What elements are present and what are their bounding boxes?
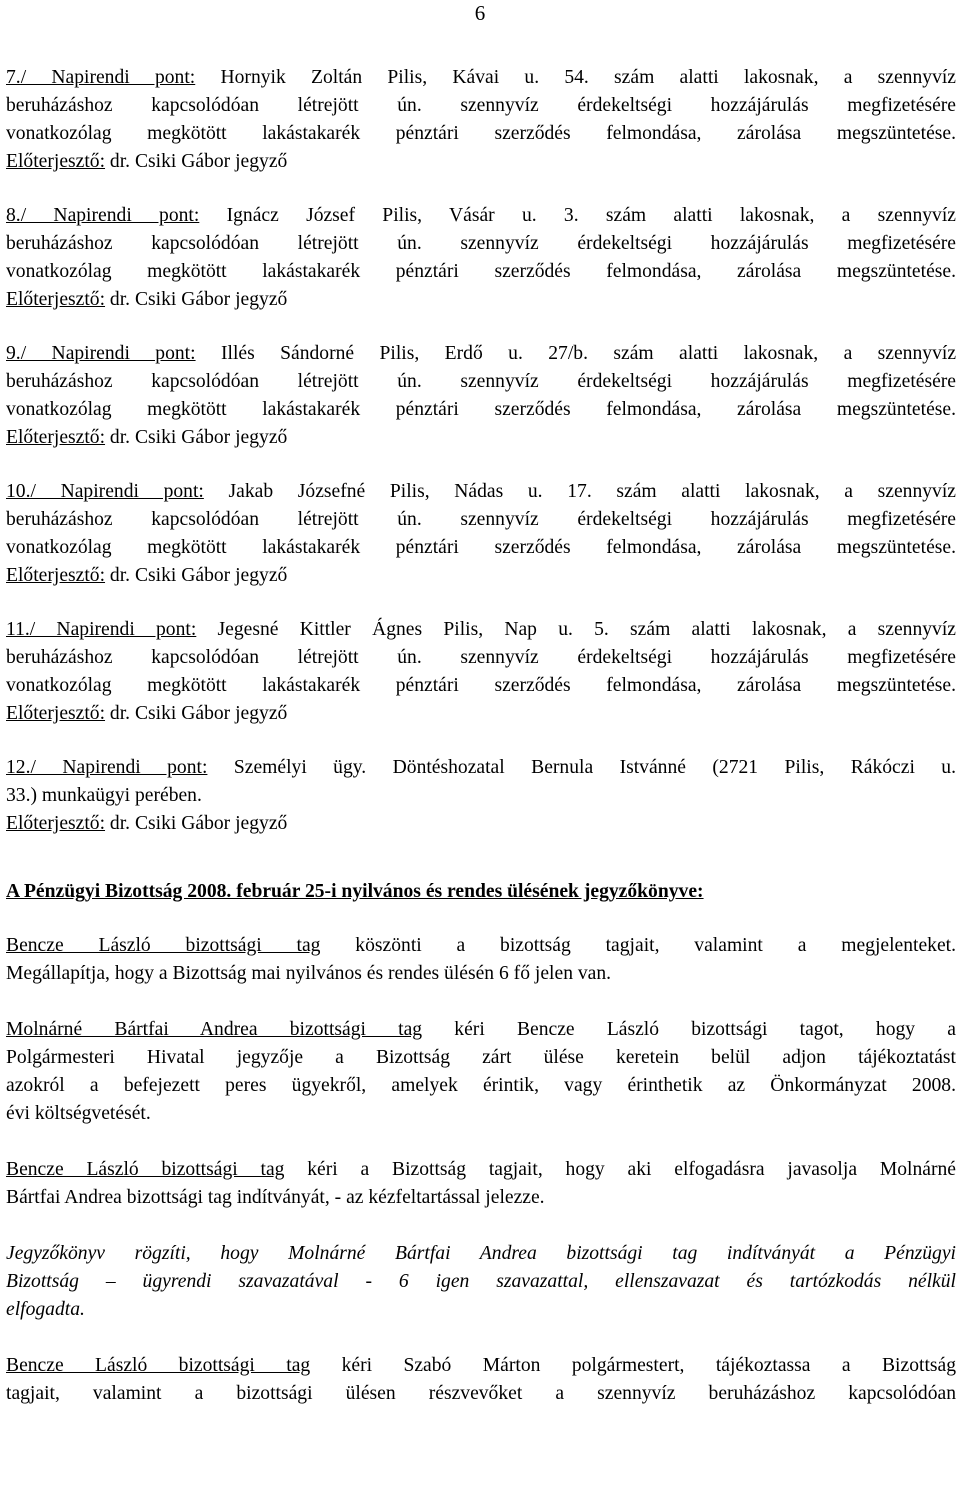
- paragraph-text: Bártfai Andrea bizottsági tag indítványát, - az kézfeltartással jelezze.: [6, 1187, 545, 1208]
- minutes-paragraph-1: [6, 932, 956, 988]
- agenda-label: 9./ Napirendi pont:: [6, 343, 196, 364]
- agenda-text: Személyi ügy. Döntéshozatal Bernula Istvánné (2721 Pilis, Rákóczi u.: [207, 757, 957, 778]
- agenda-item-8: [6, 202, 956, 314]
- page-number: 6: [474, 1, 486, 25]
- agenda-label: 7./ Napirendi pont:: [6, 67, 196, 88]
- agenda-item-9: [6, 340, 956, 452]
- minutes-heading: A Pénzügyi Bizottság 2008. február 25-i nyilvános és rendes ülésének jegyzőkönyve:: [6, 881, 704, 902]
- agenda-label: 11./ Napirendi pont:: [6, 619, 197, 640]
- minutes-paragraph-3: [6, 1156, 956, 1212]
- minutes-record-paragraph: [6, 1240, 956, 1324]
- paragraph-text: évi költségvetését.: [6, 1103, 151, 1124]
- agenda-text: Jegesné Kittler Ágnes Pilis, Nap u. 5. szám alatti lakosnak, a szennyvíz: [196, 619, 956, 640]
- agenda-item-7: [6, 64, 956, 176]
- speaker-name: Bencze László bizottsági tag: [6, 935, 321, 956]
- speaker-name: Bencze László bizottsági tag: [6, 1355, 311, 1376]
- presenter-label: Előterjesztő:: [6, 151, 106, 172]
- paragraph-text: Polgármesteri Hivatal jegyzője a Bizottság zárt ülése keretein belül adjon tájékoztatást: [6, 1047, 956, 1068]
- minutes-paragraph-2: [6, 1016, 956, 1128]
- agenda-text: vonatkozólag megkötött lakástakarék pénztári szerződés felmondása, zárolása megszüntetése.: [6, 261, 956, 282]
- presenter-label: Előterjesztő:: [6, 565, 106, 586]
- speaker-name: Bencze László bizottsági tag: [6, 1159, 285, 1180]
- agenda-label: 12./ Napirendi pont:: [6, 757, 208, 778]
- paragraph-text: kéri a Bizottság tagjait, hogy aki elfogadásra javasolja Molnárné: [284, 1159, 956, 1180]
- presenter-name: dr. Csiki Gábor jegyző: [105, 703, 288, 724]
- presenter-label: Előterjesztő:: [6, 703, 106, 724]
- paragraph-text: elfogadta.: [6, 1299, 85, 1320]
- presenter-name: dr. Csiki Gábor jegyző: [105, 427, 288, 448]
- agenda-text: 33.) munkaügyi perében.: [6, 785, 202, 806]
- agenda-text: Ignácz József Pilis, Vásár u. 3. szám alatti lakosnak, a szennyvíz: [199, 205, 956, 226]
- paragraph-text: Jegyzőkönyv rögzíti, hogy Molnárné Bártfai Andrea bizottsági tag indítványát a Pénzügyi: [6, 1243, 956, 1264]
- paragraph-text: köszönti a bizottság tagjait, valamint a megjelenteket.: [320, 935, 957, 956]
- agenda-text: Jakab Józsefné Pilis, Nádas u. 17. szám alatti lakosnak, a szennyvíz: [203, 481, 956, 502]
- presenter-label: Előterjesztő:: [6, 813, 106, 834]
- agenda-item-10: [6, 478, 956, 590]
- agenda-text: beruházáshoz kapcsolódóan létrejött ún. szennyvíz érdekeltségi hozzájárulás megfizetésére: [6, 647, 956, 668]
- presenter-name: dr. Csiki Gábor jegyző: [105, 289, 288, 310]
- agenda-label: 10./ Napirendi pont:: [6, 481, 204, 502]
- agenda-text: vonatkozólag megkötött lakástakarék pénztári szerződés felmondása, zárolása megszüntetése.: [6, 537, 956, 558]
- agenda-text: beruházáshoz kapcsolódóan létrejött ún. szennyvíz érdekeltségi hozzájárulás megfizetésére: [6, 509, 956, 530]
- agenda-text: vonatkozólag megkötött lakástakarék pénztári szerződés felmondása, zárolása megszüntetése.: [6, 123, 956, 144]
- paragraph-text: kéri Bencze László bizottsági tagot, hogy a: [422, 1019, 956, 1040]
- agenda-item-11: [6, 616, 956, 728]
- paragraph-text: Bizottság – ügyrendi szavazatával - 6 igen szavazattal, ellenszavazat és tartózkodás nélkül: [6, 1271, 956, 1292]
- speaker-name: Molnárné Bártfai Andrea bizottsági tag: [6, 1019, 423, 1040]
- agenda-text: beruházáshoz kapcsolódóan létrejött ún. szennyvíz érdekeltségi hozzájárulás megfizetésére: [6, 95, 956, 116]
- minutes-paragraph-5: [6, 1352, 956, 1408]
- presenter-label: Előterjesztő:: [6, 427, 106, 448]
- presenter-name: dr. Csiki Gábor jegyző: [105, 565, 288, 586]
- document-body: [6, 64, 956, 1436]
- agenda-text: vonatkozólag megkötött lakástakarék pénztári szerződés felmondása, zárolása megszüntetése.: [6, 675, 956, 696]
- agenda-text: Illés Sándorné Pilis, Erdő u. 27/b. szám alatti lakosnak, a szennyvíz: [195, 343, 957, 364]
- presenter-name: dr. Csiki Gábor jegyző: [105, 151, 288, 172]
- paragraph-text: tagjait, valamint a bizottsági ülésen részvevőket a szennyvíz beruházáshoz kapcsolódóan: [6, 1383, 956, 1404]
- paragraph-text: Megállapítja, hogy a Bizottság mai nyilvános és rendes ülésén 6 fő jelen van.: [6, 963, 612, 984]
- presenter-label: Előterjesztő:: [6, 289, 106, 310]
- agenda-text: beruházáshoz kapcsolódóan létrejött ún. szennyvíz érdekeltségi hozzájárulás megfizetésére: [6, 233, 956, 254]
- presenter-name: dr. Csiki Gábor jegyző: [105, 813, 288, 834]
- minutes-heading-block: [6, 878, 956, 906]
- agenda-label: 8./ Napirendi pont:: [6, 205, 200, 226]
- paragraph-text: kéri Szabó Márton polgármestert, tájékoztassa a Bizottság: [310, 1355, 957, 1376]
- agenda-text: beruházáshoz kapcsolódóan létrejött ún. szennyvíz érdekeltségi hozzájárulás megfizetésére: [6, 371, 956, 392]
- paragraph-text: azokról a befejezett peres ügyekről, amelyek érintik, vagy érinthetik az Önkormányzat 2008.: [6, 1075, 956, 1096]
- agenda-item-12: [6, 754, 956, 838]
- agenda-text: Hornyik Zoltán Pilis, Kávai u. 54. szám alatti lakosnak, a szennyvíz: [195, 67, 957, 88]
- agenda-text: vonatkozólag megkötött lakástakarék pénztári szerződés felmondása, zárolása megszüntetése.: [6, 399, 956, 420]
